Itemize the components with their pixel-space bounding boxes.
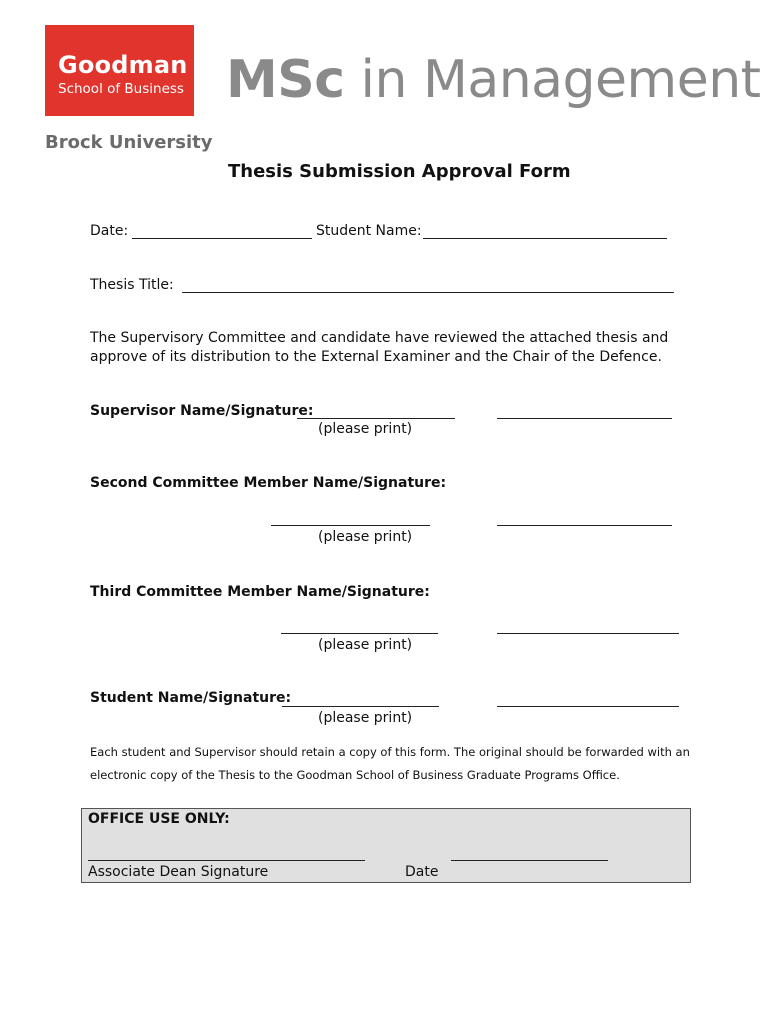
note-line-2: electronic copy of the Thesis to the Goodman School of Business Graduate Programs Office. xyxy=(90,768,620,782)
thesis-title-label: Thesis Title: xyxy=(90,277,174,293)
logo-main-text: Goodman xyxy=(58,51,188,79)
third-member-name-line[interactable] xyxy=(281,633,438,634)
office-date-label: Date xyxy=(405,864,439,880)
logo-sub-text: School of Business xyxy=(58,81,184,97)
office-use-heading: OFFICE USE ONLY: xyxy=(88,811,230,827)
student-name-field-line[interactable] xyxy=(423,238,667,239)
office-use-box xyxy=(81,808,691,883)
student-signature-label: Student Name/Signature: xyxy=(90,690,292,706)
third-member-label: Third Committee Member Name/Signature: xyxy=(90,584,430,600)
student-name-print-line[interactable] xyxy=(282,706,439,707)
office-date-line[interactable] xyxy=(451,860,608,861)
program-title xyxy=(226,50,761,110)
second-member-name-line[interactable] xyxy=(271,525,430,526)
program-title-bold: MSc xyxy=(226,50,345,110)
statement-line-1: The Supervisory Committee and candidate have reviewed the attached thesis and xyxy=(90,330,669,346)
second-member-label: Second Committee Member Name/Signature: xyxy=(90,475,447,491)
please-print-hint: (please print) xyxy=(318,637,413,653)
supervisor-label: Supervisor Name/Signature: xyxy=(90,403,314,419)
university-name: Brock University xyxy=(45,132,213,153)
third-member-signature-line[interactable] xyxy=(497,633,679,634)
please-print-hint: (please print) xyxy=(318,710,413,726)
goodman-logo xyxy=(45,25,194,116)
date-label: Date: xyxy=(90,223,129,239)
supervisor-signature-line[interactable] xyxy=(497,418,672,419)
date-field-line[interactable] xyxy=(132,238,312,239)
supervisor-name-line[interactable] xyxy=(297,418,455,419)
please-print-hint: (please print) xyxy=(318,421,413,437)
associate-dean-signature-line[interactable] xyxy=(88,860,365,861)
form-title: Thesis Submission Approval Form xyxy=(228,161,571,182)
statement-line-2: approve of its distribution to the External Examiner and the Chair of the Defence. xyxy=(90,349,662,365)
please-print-hint: (please print) xyxy=(318,529,413,545)
second-member-signature-line[interactable] xyxy=(497,525,672,526)
student-name-label: Student Name: xyxy=(316,223,422,239)
note-line-1: Each student and Supervisor should retain a copy of this form. The original should be forwarded with an xyxy=(90,745,690,759)
thesis-title-field-line[interactable] xyxy=(182,292,674,293)
associate-dean-label: Associate Dean Signature xyxy=(88,864,269,880)
student-signature-line[interactable] xyxy=(497,706,679,707)
program-title-rest: in Management xyxy=(344,50,761,110)
